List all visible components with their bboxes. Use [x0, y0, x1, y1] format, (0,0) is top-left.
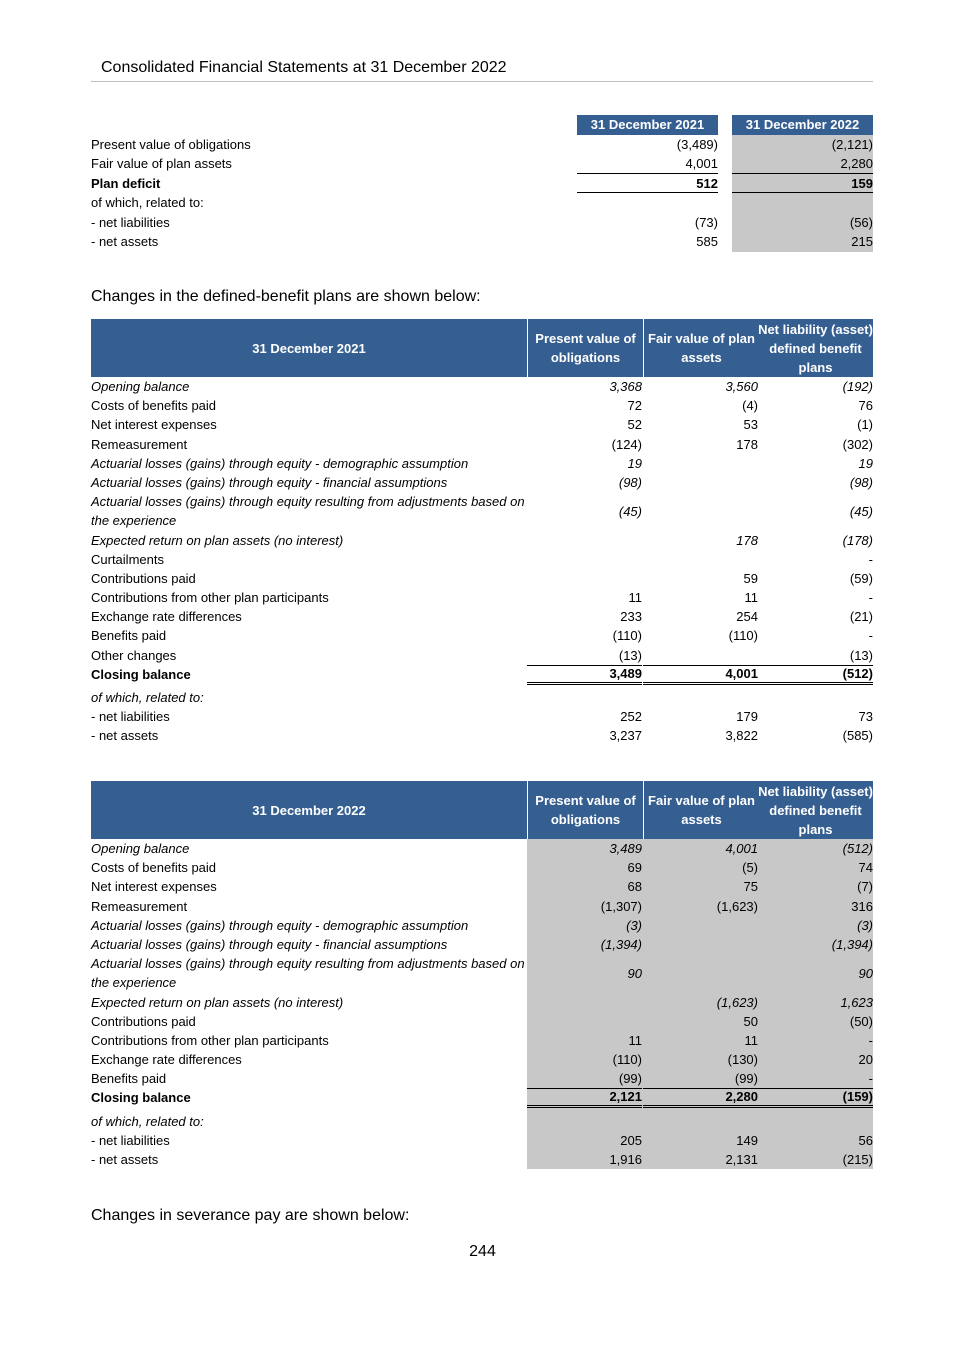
value-obligations: 3,489 — [527, 665, 642, 685]
value-net-liability: (21) — [849, 609, 873, 625]
table-row — [91, 726, 873, 745]
value-obligations: (1,307) — [600, 898, 642, 914]
summary-value-2022: 2,280 — [732, 154, 873, 174]
value-obligations: (110) — [612, 628, 642, 644]
table-header — [91, 781, 873, 839]
closing-balance-row — [91, 665, 873, 684]
table-row — [91, 626, 873, 645]
row-label: Benefits paid — [91, 628, 167, 644]
summary-value-2021: (73) — [694, 214, 718, 230]
row-label: Contributions paid — [91, 570, 196, 586]
table-row — [91, 531, 873, 550]
row-label: Net interest expenses — [91, 417, 217, 433]
value-net-liability: (13) — [849, 647, 873, 663]
value-net-liability: - — [868, 590, 873, 606]
value-plan-assets: 2,280 — [643, 1088, 758, 1108]
summary-row — [91, 232, 873, 252]
col-header-net-liability: Net liability (asset) defined benefit plans — [758, 321, 873, 375]
closing-balance-row — [91, 1088, 873, 1107]
table-title: 31 December 2022 — [252, 802, 366, 818]
value-net-liability: (159) — [758, 1088, 873, 1108]
table-row — [91, 877, 873, 896]
value-obligations: 205 — [620, 1132, 642, 1148]
summary-value-2022: (56) — [732, 213, 873, 233]
row-label: Remeasurement — [91, 436, 188, 452]
table-row — [91, 1150, 873, 1169]
row-label: - net assets — [91, 1152, 159, 1168]
value-obligations: 3,489 — [609, 841, 642, 856]
table-row — [91, 1112, 873, 1131]
value-net-liability: - — [868, 551, 873, 567]
summary-col-2021: 31 December 2021 — [577, 115, 718, 135]
summary-header-row — [91, 115, 873, 135]
row-label: Actuarial losses (gains) through equity - demographic assumption — [91, 917, 469, 933]
value-plan-assets: 178 — [736, 436, 758, 452]
value-plan-assets: 75 — [743, 879, 758, 895]
summary-value-2022: (2,121) — [732, 135, 873, 155]
value-plan-assets: 178 — [736, 532, 758, 548]
value-obligations: (3) — [626, 917, 642, 933]
plan-summary-table — [91, 115, 873, 252]
value-obligations: 11 — [628, 590, 642, 606]
row-label: - net liabilities — [91, 1132, 170, 1148]
value-net-liability: (1,394) — [831, 936, 873, 952]
row-label: Actuarial losses (gains) through equity - financial assumptions — [91, 936, 448, 952]
table-row — [91, 492, 873, 530]
value-obligations: (1,394) — [600, 936, 642, 952]
page-title: Consolidated Financial Statements at 31 December 2022 — [101, 59, 507, 76]
col-header-obligations: Present value of obligations — [527, 319, 643, 377]
value-plan-assets: 59 — [743, 570, 758, 586]
value-plan-assets: 50 — [743, 1013, 758, 1029]
section-heading-severance: Changes in severance pay are shown below: — [91, 1207, 410, 1224]
table-row — [91, 607, 873, 626]
value-obligations: (124) — [611, 436, 642, 452]
value-plan-assets: 3,822 — [725, 728, 758, 744]
value-plan-assets: (4) — [742, 398, 758, 414]
row-label: Actuarial losses (gains) through equity resulting from adjustments based on the experience — [91, 494, 525, 529]
value-obligations: 233 — [620, 609, 642, 625]
row-label: Net interest expenses — [91, 879, 217, 895]
row-label: Remeasurement — [91, 898, 188, 914]
page-number: 244 — [469, 1243, 496, 1260]
summary-value-2022 — [732, 193, 873, 213]
summary-label: Plan deficit — [91, 175, 161, 191]
row-label: Curtailments — [91, 551, 164, 567]
table-row — [91, 688, 873, 707]
value-net-liability: 76 — [858, 398, 873, 414]
summary-label: - net assets — [91, 234, 159, 249]
value-obligations: 19 — [627, 455, 642, 471]
table-row — [91, 1050, 873, 1069]
value-obligations: (13) — [618, 647, 642, 663]
summary-label: - net liabilities — [91, 214, 170, 230]
table-row — [91, 935, 873, 954]
value-obligations: 69 — [627, 860, 642, 876]
col-header-obligations: Present value of obligations — [527, 781, 643, 839]
value-plan-assets: 11 — [744, 1032, 758, 1048]
row-label: Closing balance — [91, 1090, 191, 1106]
summary-row — [91, 135, 873, 155]
row-label: Opening balance — [91, 379, 190, 394]
value-net-liability: 56 — [858, 1132, 873, 1148]
table-row — [91, 473, 873, 492]
section-heading-defined-benefit: Changes in the defined-benefit plans are shown below: — [91, 288, 481, 305]
col-header-plan-assets: Fair value of plan assets — [643, 781, 759, 839]
value-net-liability: (512) — [758, 665, 873, 685]
header-rule — [91, 81, 873, 82]
value-net-liability: - — [868, 1071, 873, 1087]
summary-label: of which, related to: — [91, 195, 204, 210]
summary-value-2022: 159 — [732, 174, 873, 194]
table-row — [91, 396, 873, 415]
table-row — [91, 707, 873, 726]
value-obligations: 1,916 — [609, 1152, 642, 1168]
table-row — [91, 646, 873, 665]
value-plan-assets: 11 — [744, 590, 758, 606]
table-row — [91, 858, 873, 877]
row-label: Contributions paid — [91, 1013, 196, 1029]
value-net-liability: (192) — [842, 379, 873, 394]
col-header-plan-assets: Fair value of plan assets — [643, 319, 759, 377]
row-label: Actuarial losses (gains) through equity - demographic assumption — [91, 455, 469, 471]
value-net-liability: (585) — [842, 728, 873, 744]
value-plan-assets: 4,001 — [725, 841, 758, 856]
value-net-liability: (512) — [842, 841, 873, 856]
value-obligations: (98) — [618, 474, 642, 490]
value-obligations: (99) — [618, 1071, 642, 1087]
value-obligations: 72 — [627, 398, 642, 414]
summary-value-2021: (3,489) — [676, 136, 718, 152]
table-row — [91, 435, 873, 454]
row-label: Closing balance — [91, 666, 191, 682]
value-net-liability: (98) — [849, 474, 873, 490]
table-row — [91, 954, 873, 992]
value-net-liability: - — [868, 628, 873, 644]
summary-row — [91, 154, 873, 174]
value-obligations: 11 — [628, 1032, 642, 1048]
value-plan-assets: (130) — [727, 1052, 758, 1068]
value-plan-assets: 179 — [736, 709, 758, 725]
summary-col-2022: 31 December 2022 — [732, 115, 873, 135]
value-net-liability: 74 — [858, 860, 873, 876]
table-2022 — [91, 781, 873, 1169]
table-row — [91, 916, 873, 935]
value-net-liability: 316 — [851, 898, 873, 914]
summary-row — [91, 213, 873, 233]
row-label: of which, related to: — [91, 1113, 204, 1129]
table-row — [91, 1131, 873, 1150]
row-label: Actuarial losses (gains) through equity resulting from adjustments based on the experience — [91, 956, 525, 991]
summary-row-plan-deficit — [91, 174, 873, 194]
table-header — [91, 319, 873, 377]
value-net-liability: (3) — [857, 917, 873, 933]
row-label: Exchange rate differences — [91, 609, 242, 625]
table-row — [91, 1069, 873, 1088]
table-row — [91, 454, 873, 473]
value-net-liability: - — [868, 1032, 873, 1048]
value-net-liability: (215) — [842, 1152, 873, 1168]
table-row — [91, 897, 873, 916]
summary-value-2022: 215 — [732, 232, 873, 252]
value-net-liability: 19 — [858, 455, 873, 471]
value-net-liability: (7) — [857, 879, 873, 895]
value-obligations: 252 — [620, 709, 642, 725]
value-net-liability: 90 — [858, 965, 873, 981]
value-net-liability: (45) — [849, 503, 873, 519]
row-label: Benefits paid — [91, 1071, 167, 1087]
value-net-liability: (50) — [849, 1013, 873, 1029]
value-net-liability: (1) — [857, 417, 873, 433]
value-plan-assets: (1,623) — [716, 994, 758, 1010]
table-row — [91, 377, 873, 396]
row-label: Costs of benefits paid — [91, 860, 217, 876]
value-obligations: 3,237 — [609, 728, 642, 744]
table-row — [91, 550, 873, 569]
row-label: Exchange rate differences — [91, 1052, 242, 1068]
value-obligations: (45) — [618, 503, 642, 519]
row-label: Contributions from other plan participants — [91, 590, 329, 606]
table-title: 31 December 2021 — [252, 340, 366, 356]
row-label: Contributions from other plan participants — [91, 1032, 329, 1048]
value-obligations: 52 — [627, 417, 642, 433]
value-net-liability: 1,623 — [840, 994, 873, 1010]
value-obligations: 68 — [627, 879, 642, 895]
value-net-liability: 20 — [858, 1052, 873, 1068]
row-label: - net liabilities — [91, 709, 170, 725]
row-label: of which, related to: — [91, 690, 204, 706]
value-plan-assets: 3,560 — [725, 379, 758, 394]
summary-value-2021: 4,001 — [577, 154, 718, 174]
row-label: Costs of benefits paid — [91, 398, 217, 414]
table-row — [91, 588, 873, 607]
table-row — [91, 1012, 873, 1031]
value-plan-assets: 254 — [736, 609, 758, 625]
summary-label: Fair value of plan assets — [91, 156, 232, 171]
value-obligations: (110) — [612, 1052, 642, 1068]
value-obligations: 2,121 — [527, 1088, 642, 1108]
value-plan-assets: (99) — [734, 1071, 758, 1087]
value-plan-assets: (1,623) — [716, 898, 758, 914]
summary-label: Present value of obligations — [91, 136, 251, 152]
table-row — [91, 993, 873, 1012]
summary-value-2021: 512 — [577, 174, 718, 194]
row-label: - net assets — [91, 728, 159, 744]
table-row — [91, 569, 873, 588]
table-row — [91, 1031, 873, 1050]
summary-value-2021: 585 — [696, 234, 718, 249]
value-obligations: 3,368 — [609, 379, 642, 394]
table-body — [91, 839, 873, 1169]
value-net-liability: 73 — [858, 709, 873, 725]
value-net-liability: (178) — [842, 532, 873, 548]
value-plan-assets: 53 — [743, 417, 758, 433]
value-obligations: 90 — [627, 965, 642, 981]
row-label: Expected return on plan assets (no interest) — [91, 994, 344, 1010]
table-row — [91, 839, 873, 858]
value-plan-assets: 2,131 — [725, 1152, 758, 1168]
row-label: Other changes — [91, 647, 177, 663]
row-label: Opening balance — [91, 841, 190, 856]
value-plan-assets: (110) — [728, 628, 758, 644]
col-header-net-liability: Net liability (asset) defined benefit plans — [758, 783, 873, 837]
value-plan-assets: (5) — [742, 860, 758, 876]
value-plan-assets: 4,001 — [643, 665, 758, 685]
summary-row — [91, 193, 873, 213]
value-plan-assets: 149 — [736, 1132, 758, 1148]
table-2021 — [91, 319, 873, 746]
value-net-liability: (59) — [849, 570, 873, 586]
row-label: Actuarial losses (gains) through equity - financial assumptions — [91, 474, 448, 490]
table-body — [91, 377, 873, 746]
table-row — [91, 415, 873, 434]
value-net-liability: (302) — [842, 436, 873, 452]
row-label: Expected return on plan assets (no interest) — [91, 532, 344, 548]
